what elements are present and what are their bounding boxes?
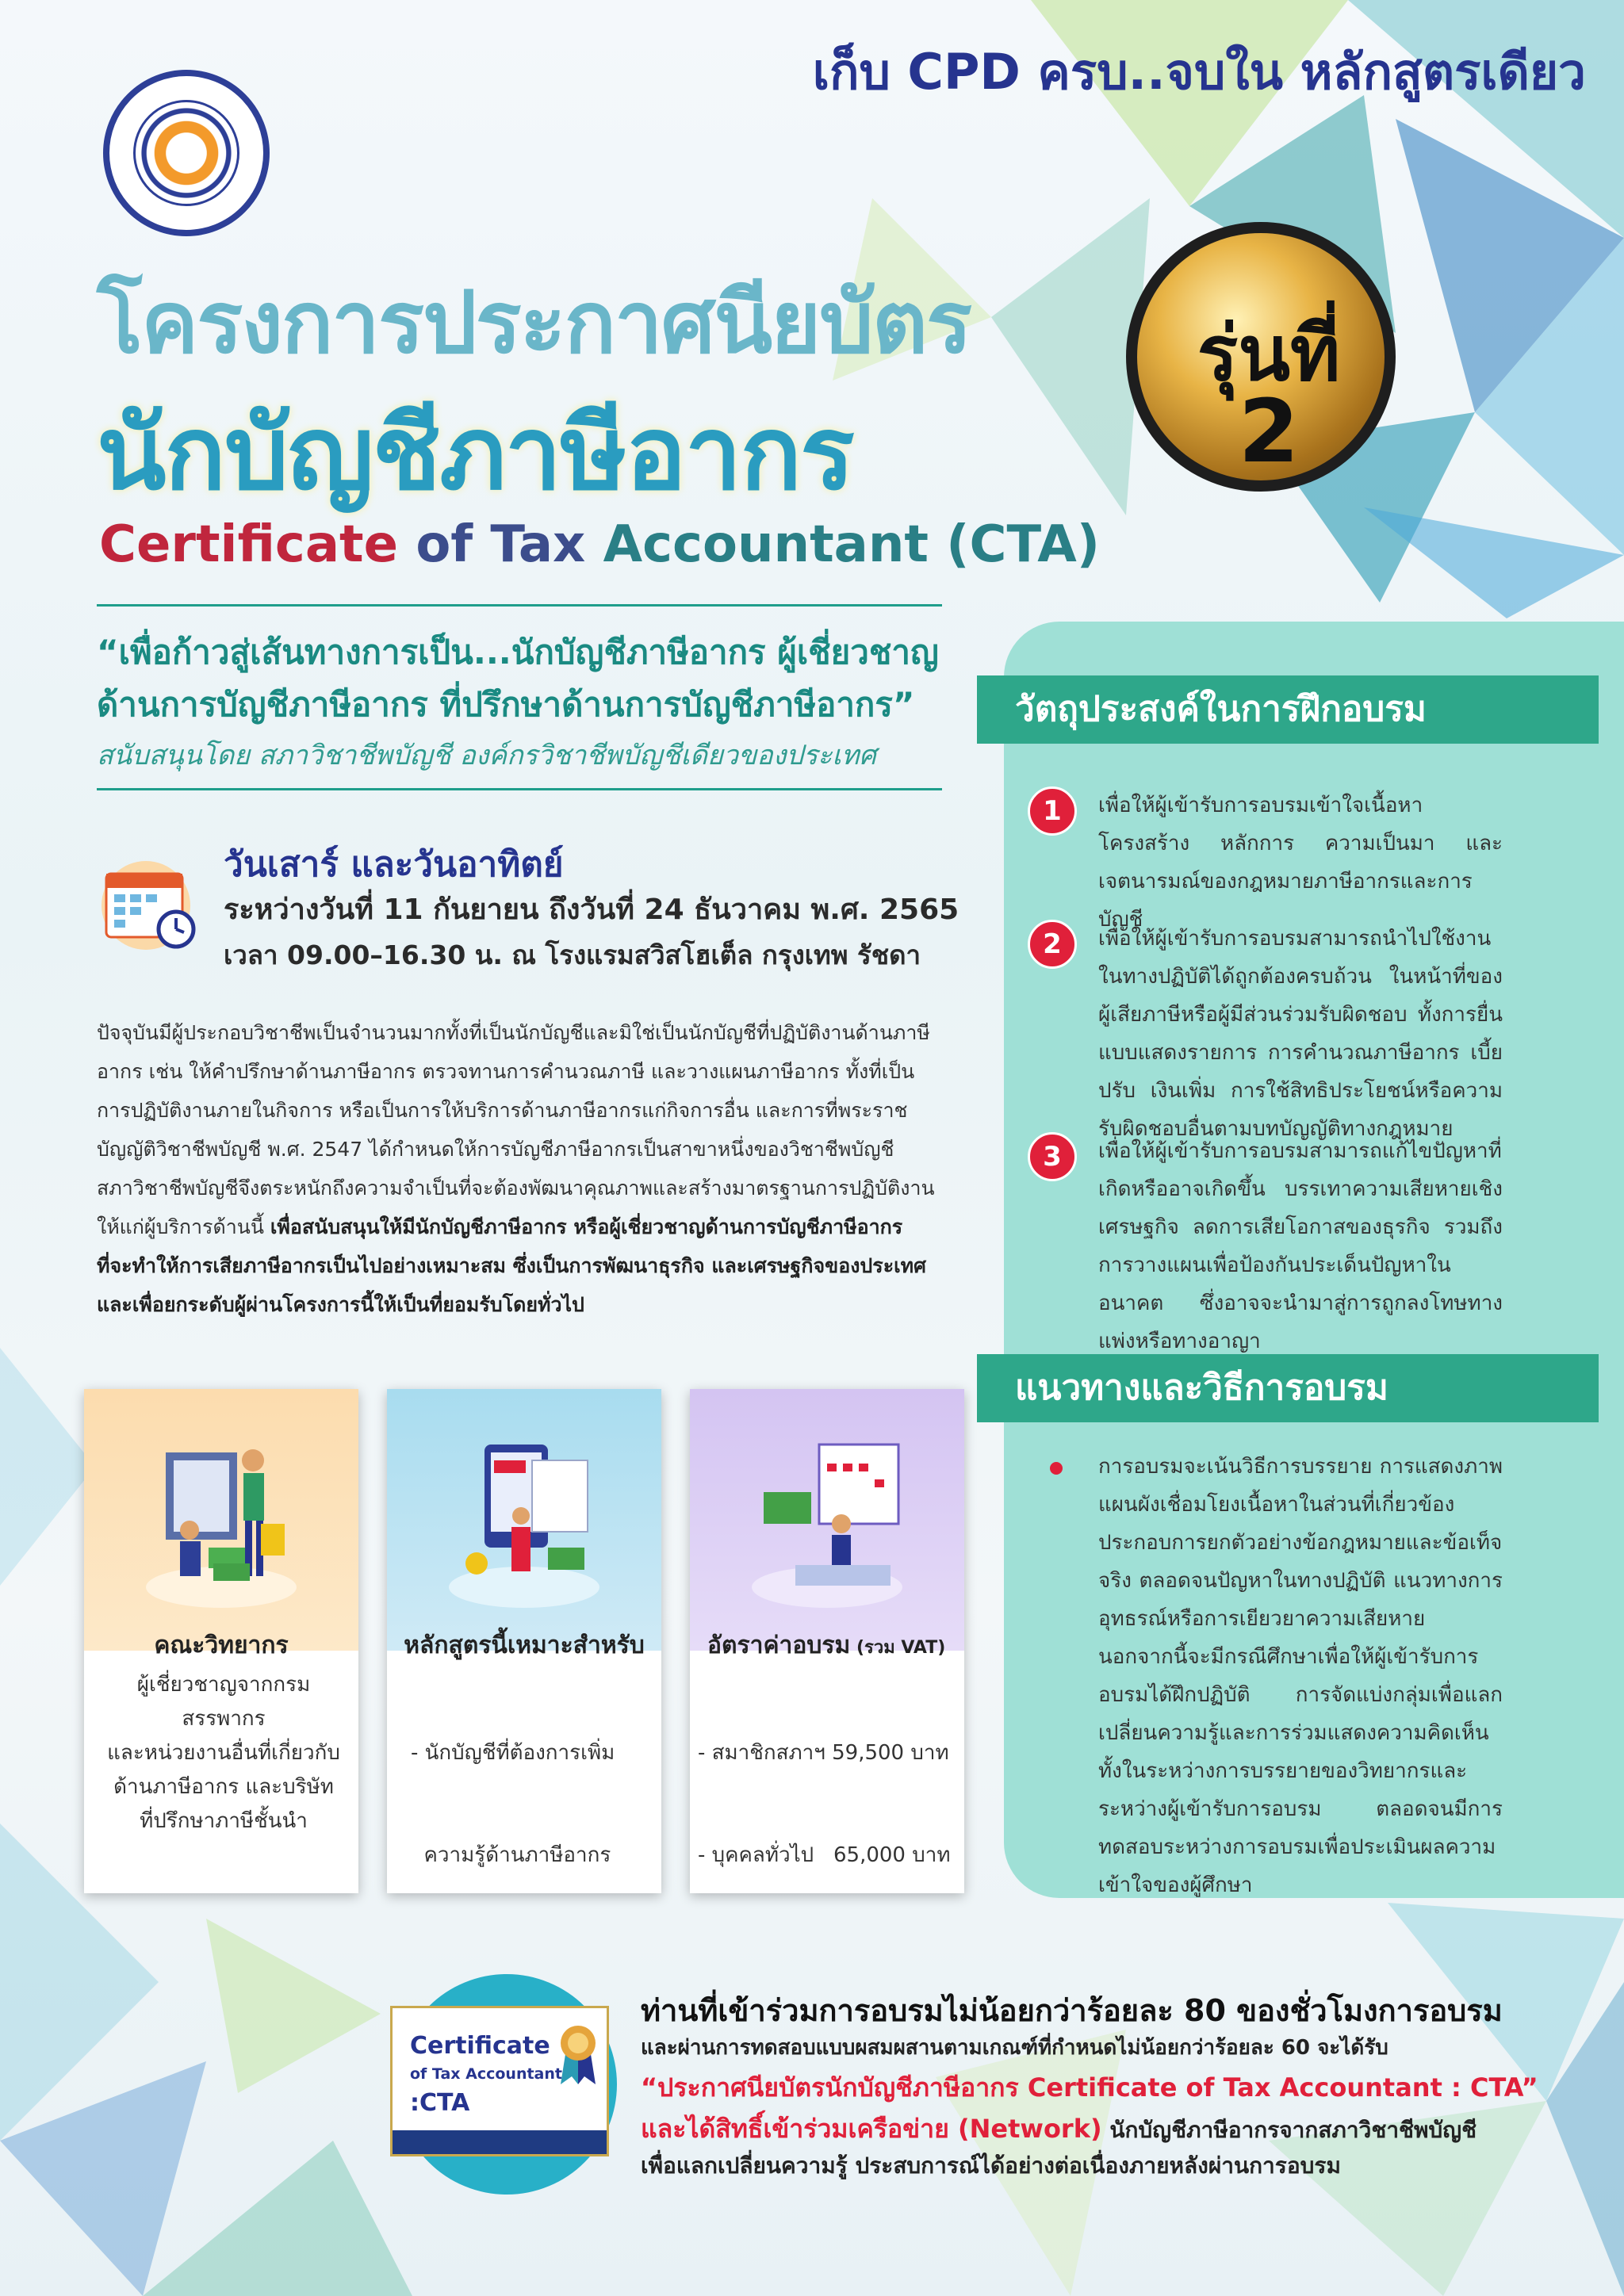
calendar-icon bbox=[98, 856, 201, 951]
intro-line: การปฏิบัติงานภายในกิจการ หรือเป็นการให้บริการด้านภาษีอากรแก่กิจการอื่น และการที่พระราช bbox=[97, 1099, 908, 1122]
fees-illustration-icon bbox=[748, 1429, 906, 1611]
intro-line8: และเพื่อยกระดับผู้ผ่านโครงการนี้ให้เป็นที่ยอมรับโดยทั่วไป bbox=[97, 1293, 584, 1316]
certificate-line2: of Tax Accountant bbox=[410, 2065, 562, 2083]
fees-body bbox=[698, 1668, 951, 1893]
intro-line: อากร เช่น ให้คำปรึกษาด้านภาษีอากร ตรวจทานการคำนวณภาษี และวางแผนภาษีอากร ทั้งที่เป็น bbox=[97, 1060, 915, 1083]
award-ribbon-icon bbox=[556, 2022, 600, 2086]
cpd-tagline: เก็บ CPD ครบ..จบใน หลักสูตรเดียว bbox=[812, 43, 1586, 101]
closing-line3: “ประกาศนียบัตรนักบัญชีภาษีอากร Certificate of Tax Accountant : CTA” bbox=[641, 2072, 1538, 2103]
intro-line: บัญญัติวิชาชีพบัญชี พ.ศ. 2547 ได้กำหนดให้การบัญชีภาษีอากรเป็นสาขาหนึ่งของวิชาชีพบัญชี bbox=[97, 1138, 894, 1161]
audience-card bbox=[387, 1389, 661, 1893]
divider bbox=[97, 604, 942, 607]
audience-body bbox=[411, 1668, 661, 1893]
fee-member: - สมาชิกสภาฯ 59,500 บาท bbox=[698, 1741, 949, 1765]
certificate-image bbox=[390, 2006, 609, 2156]
closing-line4 bbox=[641, 2109, 1592, 2149]
fees-card bbox=[690, 1389, 964, 1893]
program-title-english bbox=[99, 515, 1100, 574]
certificate-line1: Certificate bbox=[410, 2032, 550, 2060]
speakers-line: ผู้เชี่ยวชาญจากกรมสรรพากร bbox=[136, 1673, 311, 1731]
closing-line4-network: และได้สิทธิ์เข้าร่วมเครือข่าย (Network) bbox=[641, 2114, 1102, 2144]
speakers-body bbox=[98, 1668, 349, 1839]
fee-general: - บุคคลทั่วไป 65,000 บาท bbox=[698, 1843, 951, 1867]
closing-line5: เพื่อแลกเปลี่ยนความรู้ ประสบการณ์ได้อย่างต่อเนื่องภายหลังผ่านการอบรม bbox=[641, 2152, 1341, 2179]
program-quote bbox=[97, 626, 953, 731]
objective-number-3: 3 bbox=[1028, 1132, 1077, 1181]
fees-title-text: อัตราค่าอบรม bbox=[707, 1632, 851, 1659]
fees-title-note: (รวม VAT) bbox=[850, 1638, 946, 1658]
intro-line: ปัจจุบันมีผู้ประกอบวิชาชีพเป็นจำนวนมากทั้งที่เป็นนักบัญชีและมิใช่เป็นนักบัญชีที่ปฏิบัติงานด้านภาษี bbox=[97, 1021, 930, 1044]
program-title-line2: นักบัญชีภาษีอากร bbox=[97, 395, 853, 513]
intro-line bbox=[97, 1246, 969, 1285]
objective-number-1: 1 bbox=[1028, 786, 1077, 836]
audience-line: - นักบัญชีที่ต้องการเพิ่ม bbox=[411, 1741, 615, 1765]
method-text: การอบรมจะเน้นวิธีการบรรยาย การแสดงภาพแผนผังเชื่อมโยงเนื้อหาในส่วนที่เกี่ยวข้อง ประกอบการยกตัวอย่างข้อกฎหมายและข้อเท็จจริง ตลอดจนปัญหาในทางปฏิบัติ แนวทางการอุทธรณ์หรือการเยียวยาความเสียหาย นอกจากนี้จะมีกรณีศึกษาเพื่อให้ผู้เข้ารับการอบรมได้ฝึกปฏิบัติ การจัดแบ่งกลุ่มเพื่อแลกเปลี่ยนความรู้และการร่วมแสดงความคิดเห็น ทั้งในระหว่างการบรรยายของวิทยากรและระหว่างผู้เข้ารับการอบรม ตลอดจนมีการทดสอบระหว่างการอบรมเพื่อประเมินผลความเข้าใจของผู้ศึกษา bbox=[1098, 1455, 1503, 1897]
schedule-days: วันเสาร์ และวันอาทิตย์ bbox=[224, 844, 564, 885]
schedule-time-place: เวลา 09.00–16.30 น. ณ โรงแรมสวิสโฮเต็ล กรุงเทพ รัชดา bbox=[224, 939, 921, 970]
logo-emblem-icon bbox=[133, 100, 239, 206]
title-english-part1: Certificate bbox=[99, 515, 399, 574]
intro-line bbox=[97, 1285, 969, 1324]
intro-line: สภาวิชาชีพบัญชีจึงตระหนักถึงความจำเป็นที่จะต้องพัฒนาคุณภาพและสร้างมาตรฐานการปฏิบัติงาน bbox=[97, 1177, 935, 1200]
speakers-line: ที่ปรึกษาภาษีชั้นนำ bbox=[140, 1809, 308, 1833]
speakers-line: ด้านภาษีอากร และบริษัท bbox=[113, 1775, 334, 1799]
speakers-card bbox=[84, 1389, 358, 1893]
closing-line1: ท่านที่เข้าร่วมการอบรมไม่น้อยกว่าร้อยละ 80 ของชั่วโมงการอบรม bbox=[641, 1993, 1503, 2028]
objective-item-3: เพื่อให้ผู้เข้ารับการอบรมสามารถแก้ไขปัญหาที่เกิดหรืออาจเกิดขึ้น บรรเทาความเสียหายเชิงเศรษฐกิจ ลดการเสียโอกาสของธุรกิจ รวมถึงการวางแผนเพื่อป้องกันประเด็นปัญหาในอนาคต ซึ่งอาจจะนำมาสู่การถูกลงโทษทางแพ่งหรือทางอาญา bbox=[1098, 1139, 1503, 1353]
certificate-line3: :CTA bbox=[410, 2089, 470, 2117]
speakers-illustration-icon bbox=[142, 1429, 301, 1611]
schedule-range: ระหว่างวันที่ 11 กันยายน ถึงวันที่ 24 ธันวาคม พ.ศ. 2565 bbox=[224, 894, 959, 926]
batch-number: 2 bbox=[1238, 381, 1300, 482]
audience-line: ความรู้ด้านภาษีอากร bbox=[411, 1843, 611, 1867]
method-heading: แนวทางและวิธีการอบรม bbox=[977, 1354, 1599, 1422]
intro-line6-bold: เพื่อสนับสนุนให้มีนักบัญชีภาษีอากร หรือผู้เชี่ยวชาญด้านการบัญชีภาษีอากร bbox=[270, 1215, 903, 1238]
closing-line2: และผ่านการทดสอบแบบผสมผสานตามเกณฑ์ที่กำหนดไม่น้อยกว่าร้อยละ 60 จะได้รับ bbox=[641, 2036, 1388, 2060]
intro-paragraph bbox=[97, 1013, 969, 1324]
quote-line1: “เพื่อก้าวสู่เส้นทางการเป็น...นักบัญชีภาษีอากร ผู้เชี่ยวชาญ bbox=[97, 633, 939, 672]
program-title-line1: โครงการประกาศนียบัตร bbox=[97, 274, 971, 373]
federation-logo bbox=[103, 70, 270, 236]
objective-number-2: 2 bbox=[1028, 920, 1077, 969]
audience-title: หลักสูตรนี้เหมาะสำหรับ bbox=[404, 1632, 645, 1659]
bullet-icon bbox=[1050, 1462, 1063, 1475]
intro-line6-plain: ให้แก่ผู้บริการด้านนี้ bbox=[97, 1215, 270, 1238]
title-english-part2: of Tax bbox=[398, 515, 603, 574]
objective-item-1: เพื่อให้ผู้เข้ารับการอบรมเข้าใจเนื้อหา โครงสร้าง หลักการ ความเป็นมา และเจตนารมณ์ของกฎหมายภาษีอากรและการบัญชี bbox=[1098, 794, 1503, 932]
divider bbox=[97, 788, 942, 790]
intro-line7: ที่จะทำให้การเสียภาษีอากรเป็นไปอย่างเหมาะสม ซึ่งเป็นการพัฒนาธุรกิจ และเศรษฐกิจของประเทศ bbox=[97, 1254, 927, 1277]
tax-illustration-icon bbox=[445, 1429, 603, 1611]
speakers-line: และหน่วยงานอื่นที่เกี่ยวกับ bbox=[107, 1741, 340, 1765]
supported-by: สนับสนุนโดย สภาวิชาชีพบัญชี องค์กรวิชาชีพบัญชีเดียวของประเทศ bbox=[97, 740, 877, 771]
title-english-part3: Accountant (CTA) bbox=[603, 515, 1100, 574]
objectives-heading: วัตถุประสงค์ในการฝึกอบรม bbox=[977, 675, 1599, 744]
objective-item-2: เพื่อให้ผู้เข้ารับการอบรมสามารถนำไปใช้งานในทางปฏิบัติได้ถูกต้องครบถ้วน ในหน้าที่ของผู้เสียภาษีหรือผู้มีส่วนร่วมรับผิดชอบ ทั้งการยื่นแบบแสดงรายการ การคำนวณภาษีอากร เบี้ยปรับ เงินเพิ่ม การใช้สิทธิประโยชน์หรือความรับผิดชอบอื่นตามบทบัญญัติทางกฎหมาย bbox=[1098, 927, 1503, 1141]
batch-label: รุ่นที่ bbox=[1197, 309, 1341, 398]
fees-title bbox=[707, 1627, 964, 1664]
intro-line bbox=[97, 1207, 969, 1246]
closing-line4-rest: นักบัญชีภาษีอากรจากสภาวิชาชีพบัญชี bbox=[1101, 2117, 1477, 2143]
quote-line2: ด้านการบัญชีภาษีอากร ที่ปรึกษาด้านการบัญชีภาษีอากร” bbox=[97, 685, 915, 724]
speakers-title: คณะวิทยากร bbox=[154, 1632, 289, 1659]
